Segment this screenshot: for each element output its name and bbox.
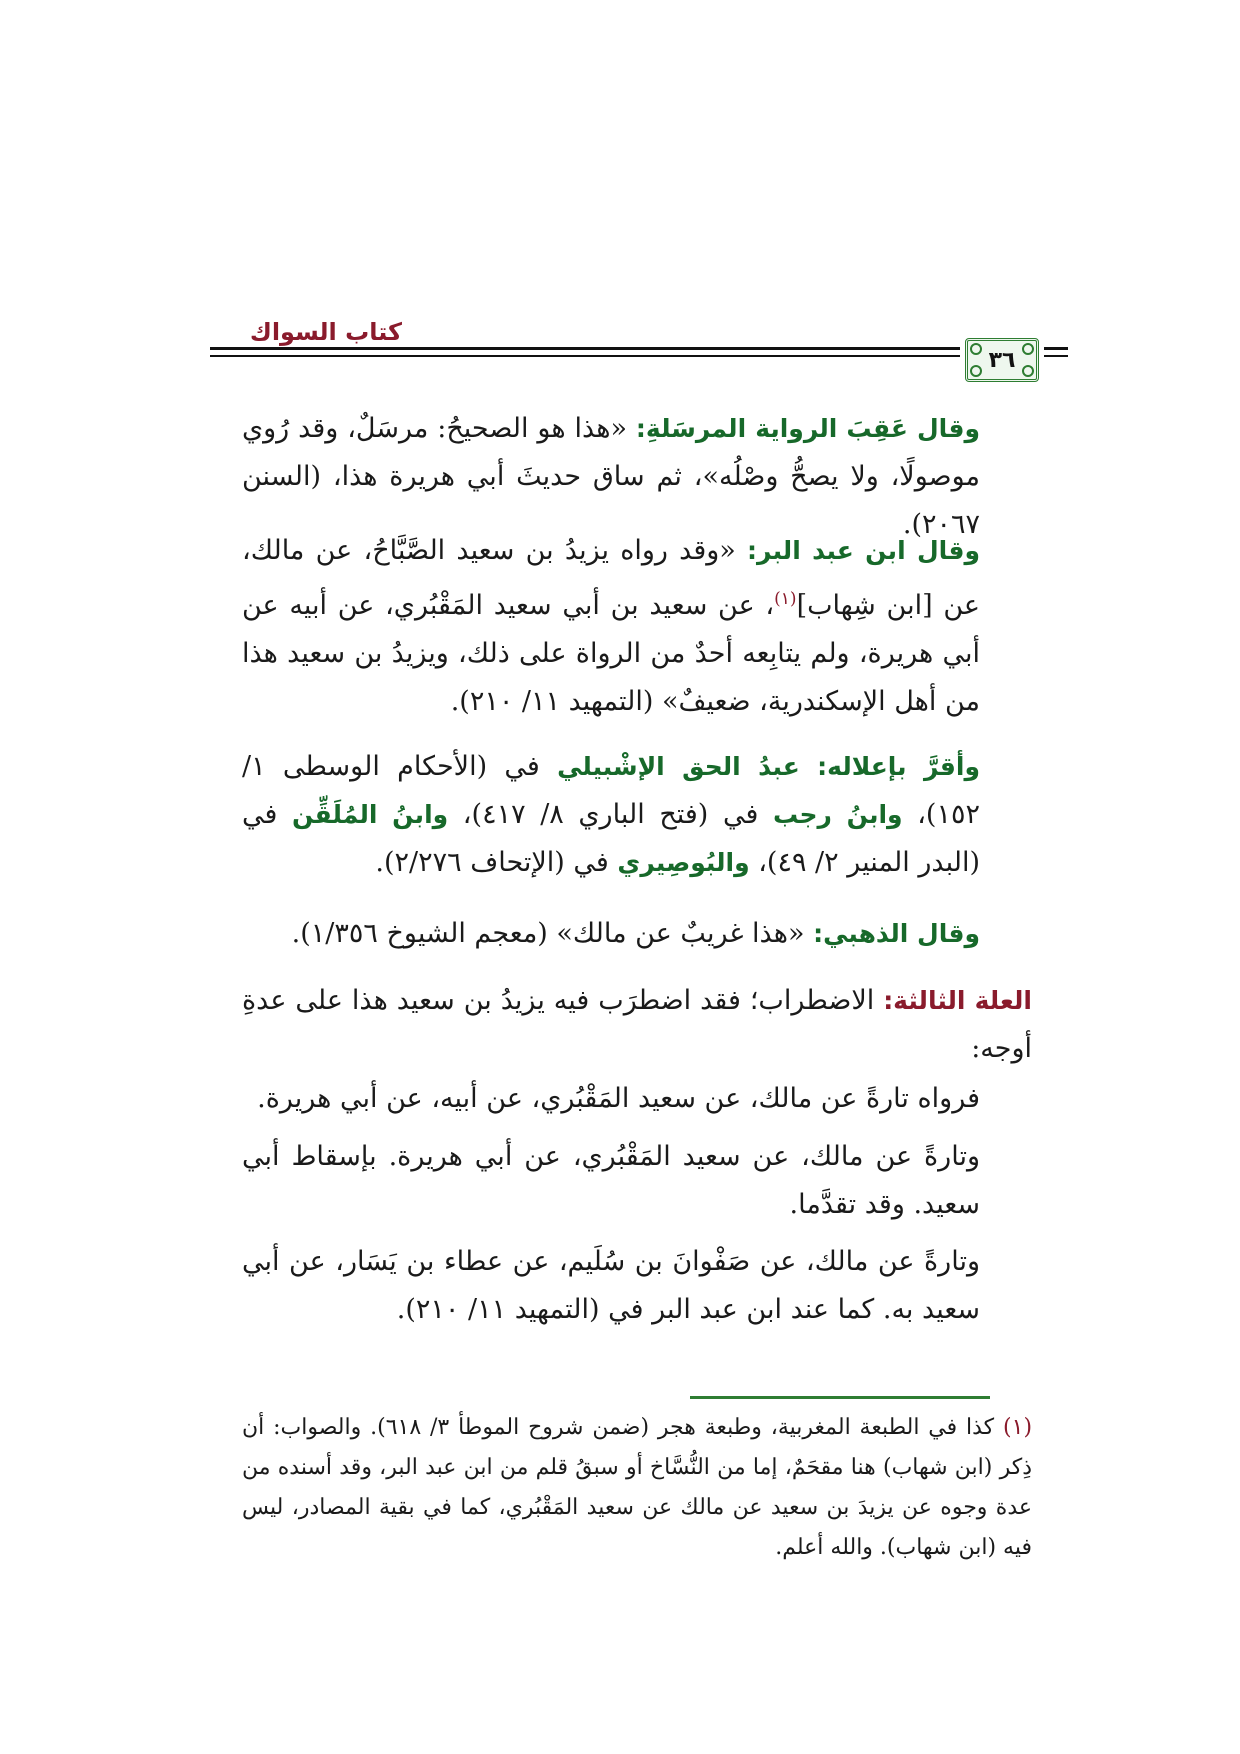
- ornament-icon: [1022, 365, 1034, 377]
- header-rule-top: [210, 347, 960, 350]
- paragraph-text: الاضطراب؛ فقد اضطرَب فيه يزيدُ بن سعيد هذا على عدةِ أوجه:: [242, 985, 1032, 1064]
- paragraph-text: وتارةً عن مالك، عن صَفْوانَ بن سُلَيم، عن عطاء بن يَسَار، عن أبي سعيد به. كما عند ابن عبد البر في (التمهيد ١١/ ٢١٠).: [242, 1246, 980, 1325]
- page-number: ٣٦: [988, 347, 1016, 373]
- paragraph-6: [242, 1075, 1032, 1123]
- paragraph-2: [242, 527, 1032, 726]
- paragraph-5: [242, 977, 1032, 1073]
- paragraph-text: ، عن سعيد بن أبي سعيد المَقْبُري، عن أبيه عن أبي هريرة، ولم يتابِعه أحدٌ من الرواة على ذلك، ويزيدُ بن سعيد هذا من أهل الإسكندرية، ضعيفٌ» (التمهيد ١١/ ٢١٠).: [242, 590, 980, 717]
- page-number-frame: [965, 338, 1039, 382]
- paragraph-4: [242, 910, 1032, 958]
- speaker-label: وقال ابن عبد البر:: [747, 536, 980, 565]
- paragraph-text: في (الإتحاف ٢/٢٧٦).: [375, 847, 618, 878]
- header-rule-bottom: [210, 355, 960, 357]
- paragraph-text: في (الأحكام الوسطى ١/ ١٥٢)،: [242, 751, 980, 830]
- ornament-icon: [970, 365, 982, 377]
- paragraph-8: [242, 1238, 1032, 1334]
- paragraph-text: «وقد رواه يزيدُ بن سعيد الصَّبَّاحُ، عن مالك، عن [ابن شِهاب]: [242, 535, 980, 621]
- citation-label: وابنُ المُلَقِّن: [292, 800, 449, 829]
- section-label: العلة الثالثة:: [883, 986, 1033, 1015]
- footnote-text: كذا في الطبعة المغربية، وطبعة هجر (ضمن شروح الموطأ ٣/ ٦١٨). والصواب: أن ذِكر (ابن شهاب) هنا مقحَمٌ، إما من النُّسَّاخ أو سبقُ قلم من ابن عبد البر، وقد أسنده من عدة وجوه عن يزيدَ بن سعيد عن مالك عن سعيد المَقْبُري، كما في بقية المصادر، ليس فيه (ابن شهاب). والله أعلم.: [242, 1415, 1032, 1560]
- paragraph-text: في (فتح الباري ٨/ ٤١٧)،: [448, 799, 773, 830]
- speaker-label: وقال عَقِبَ الرواية المرسَلةِ:: [635, 414, 980, 443]
- speaker-label: وقال الذهبي:: [813, 919, 980, 948]
- ornament-icon: [1022, 343, 1034, 355]
- header-rule-right-bottom: [1044, 355, 1068, 357]
- paragraph-text: «هذا غريبٌ عن مالك» (معجم الشيوخ ١/٣٥٦).: [291, 918, 814, 949]
- header-rule-right-top: [1044, 347, 1068, 350]
- footnote-marker[interactable]: (١): [774, 589, 797, 609]
- paragraph-text: وتارةً عن مالك، عن سعيد المَقْبُري، عن أبي هريرة. بإسقاط أبي سعيد. وقد تقدَّما.: [242, 1141, 980, 1220]
- citation-label: وأقرَّ بإعلاله: عبدُ الحق الإشْبيلي: [557, 752, 980, 781]
- book-title: كتاب السواك: [249, 318, 402, 346]
- footnote-number: (١): [1003, 1415, 1033, 1440]
- ornament-icon: [970, 343, 982, 355]
- paragraph-7: [242, 1133, 1032, 1229]
- citation-label: وابنُ رجب: [772, 800, 903, 829]
- citation-label: والبُوصِيري: [617, 848, 750, 877]
- paragraph-3: [242, 743, 1032, 887]
- paragraph-text: فرواه تارةً عن مالك، عن سعيد المَقْبُري، عن أبيه، عن أبي هريرة.: [257, 1083, 980, 1114]
- paragraph-text: «هذا هو الصحيحُ: مرسَلٌ، وقد رُوي موصولًا، ولا يصحُّ وصْلُه»، ثم ساق حديثَ أبي هريرة هذا، (السنن ٢٠٦٧).: [242, 413, 980, 540]
- paragraph-text: في (البدر المنير ٢/ ٤٩)،: [242, 799, 980, 878]
- footnote: [242, 1408, 1032, 1568]
- footnote-divider: [690, 1396, 990, 1399]
